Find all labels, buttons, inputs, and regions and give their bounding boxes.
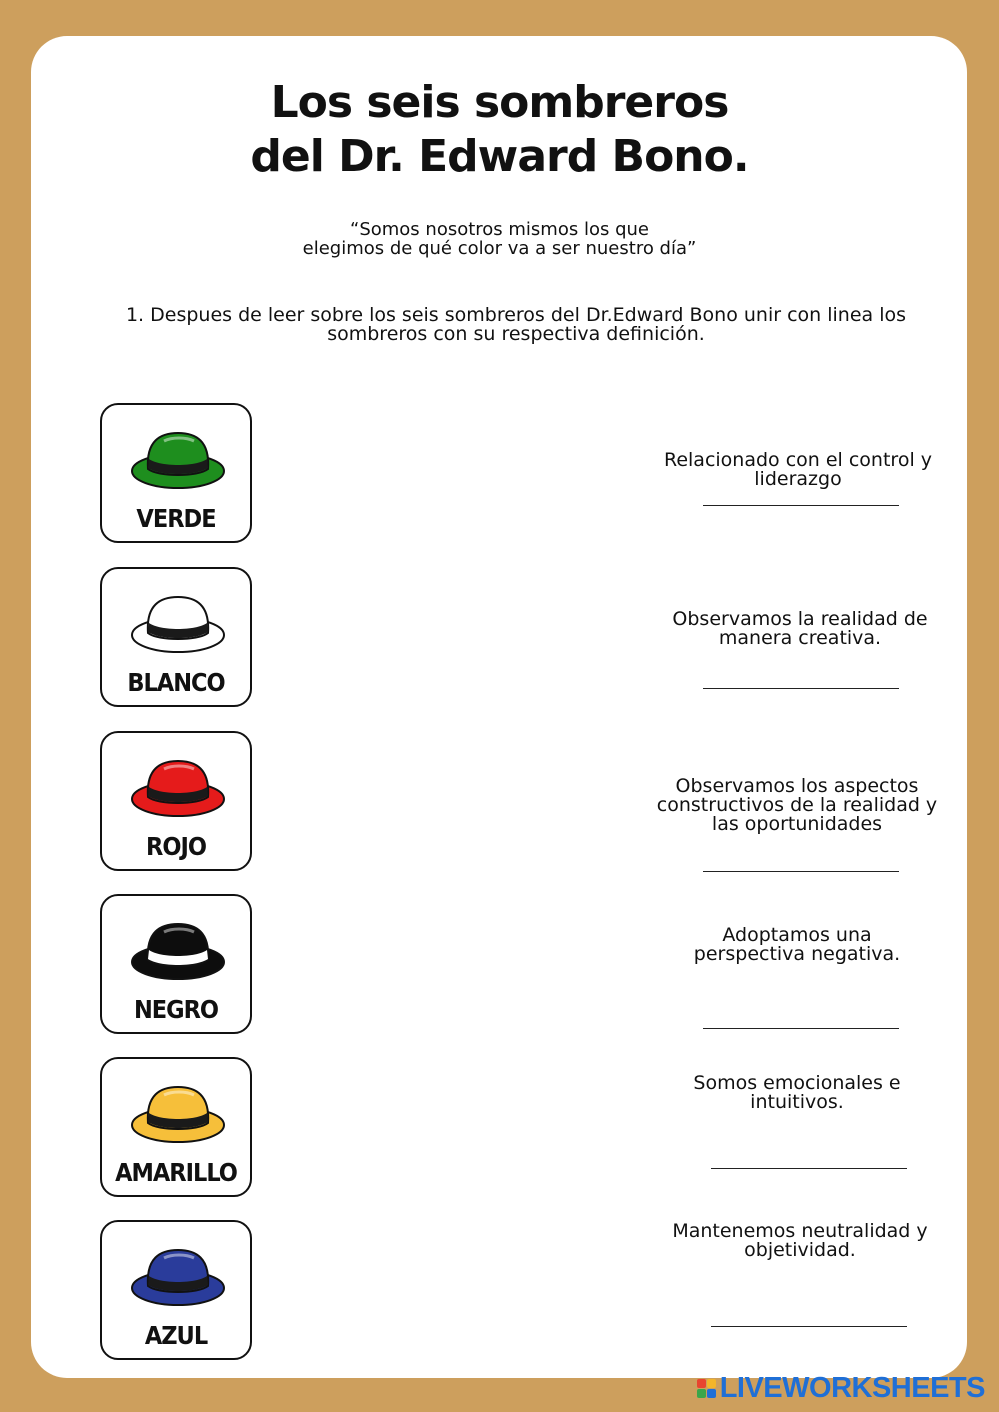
blue-hat-icon — [120, 1238, 236, 1322]
quote-line-2: elegimos de qué color va a ser nuestro día” — [302, 238, 697, 259]
title-line-2: del Dr. Edward Bono. — [250, 131, 749, 182]
definition-5: Somos emocionales e intuitivos. — [693, 1072, 901, 1113]
liveworksheets-logo-icon — [697, 1379, 716, 1398]
answer-line-2[interactable] — [703, 688, 899, 689]
hat-label: AMARILLO — [115, 1158, 237, 1187]
hat-card-negro[interactable] — [100, 894, 252, 1034]
hat-card-amarillo[interactable] — [100, 1057, 252, 1197]
yellow-hat-icon — [120, 1075, 236, 1159]
definition-2: Observamos la realidad de manera creativa. — [672, 608, 928, 649]
hat-card-azul[interactable] — [100, 1220, 252, 1360]
hat-label: AZUL — [144, 1321, 208, 1350]
hat-card-verde[interactable] — [100, 403, 252, 543]
title-line-1: Los seis sombreros — [270, 77, 729, 128]
white-hat-icon — [120, 585, 236, 669]
hat-card-rojo[interactable] — [100, 731, 252, 871]
definition-1: Relacionado con el control y liderazgo — [663, 449, 933, 490]
answer-line-3[interactable] — [703, 871, 899, 872]
liveworksheets-logo[interactable] — [697, 1373, 985, 1403]
hat-label: VERDE — [136, 504, 216, 533]
quote-line-1: “Somos nosotros mismos los que — [350, 219, 649, 240]
answer-line-1[interactable] — [703, 505, 899, 506]
definition-6: Mantenemos neutralidad y objetividad. — [672, 1220, 928, 1261]
hat-label: NEGRO — [133, 995, 219, 1024]
hat-card-blanco[interactable] — [100, 567, 252, 707]
green-hat-icon — [120, 421, 236, 505]
page-title — [0, 76, 999, 184]
definition-3: Observamos los aspectos constructivos de la realidad y las oportunidades — [656, 775, 938, 835]
instruction-text: 1. Despues de leer sobre los seis sombreros del Dr.Edward Bono unir con linea los sombreros con su respectiva definición. — [125, 304, 907, 345]
answer-line-6[interactable] — [711, 1326, 907, 1327]
quote — [0, 220, 999, 258]
definition-4: Adoptamos una perspectiva negativa. — [693, 924, 901, 965]
red-hat-icon — [120, 749, 236, 833]
hat-label: BLANCO — [127, 668, 225, 697]
liveworksheets-brand: LIVEWORKSHEETS — [719, 1371, 985, 1404]
answer-line-5[interactable] — [711, 1168, 907, 1169]
black-hat-icon — [120, 912, 236, 996]
hat-label: ROJO — [146, 832, 206, 861]
answer-line-4[interactable] — [703, 1028, 899, 1029]
